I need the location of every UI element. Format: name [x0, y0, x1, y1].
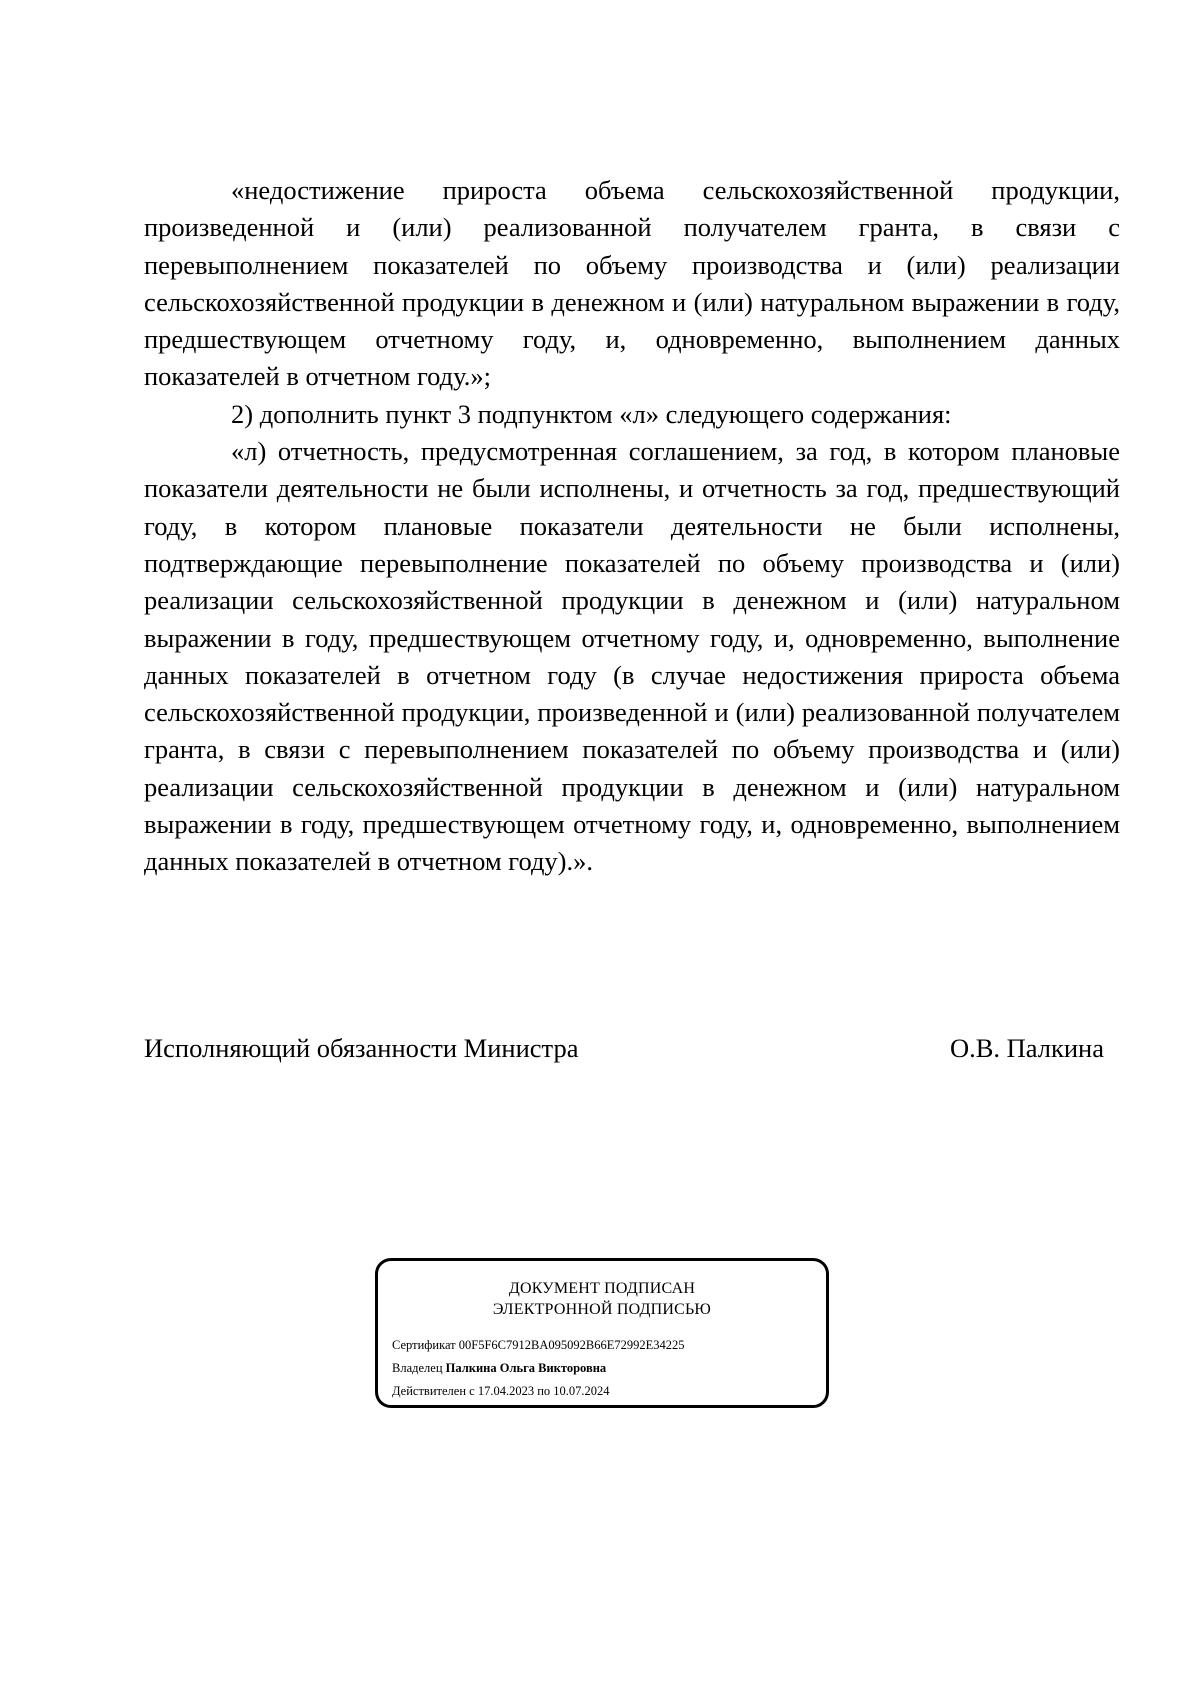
signatory-position: Исполняющий обязанности Министра: [144, 1033, 579, 1063]
stamp-details: [392, 1334, 826, 1403]
stamp-valid-to: 10.07.2024: [553, 1384, 610, 1398]
signature-block: [144, 1030, 1104, 1067]
stamp-owner-row: [392, 1357, 826, 1380]
stamp-validity-row: [392, 1380, 826, 1403]
signatory-name: О.В. Палкина: [949, 1033, 1104, 1063]
stamp-certificate-row: [392, 1334, 826, 1357]
stamp-certificate-value: 00F5F6C7912BA095092B66E72992E34225: [458, 1338, 685, 1352]
electronic-signature-stamp: [375, 1258, 829, 1408]
paragraph-2: 2) дополнить пункт 3 подпунктом «л» следующего содержания:: [231, 398, 952, 429]
paragraph-1: «недостижение прироста объема сельскохозяйственной продукции, произведенной и (или) реализованной получателем гранта, в связи с перевыполнением показателей по объему производства и (или) реализации сельскохозяйственной продукции в денежном и (или) натуральном выражении в году, предшествующем отчетному году, и, одновременно, выполнением данных показателей в отчетном году.»;: [144, 175, 1120, 392]
stamp-owner-label: Владелец: [392, 1361, 443, 1375]
stamp-owner-value: Палкина Ольга Викторовна: [445, 1361, 607, 1375]
stamp-valid-from: 17.04.2023: [477, 1384, 535, 1398]
stamp-certificate-label: Сертификат: [392, 1338, 456, 1352]
paragraph-3: «л) отчетность, предусмотренная соглашением, за год, в котором плановые показатели деятельности не были исполнены, и отчетность за год, предшествующий году, в котором плановые показатели деятельности не были исполнены, подтверждающие перевыполнение показателей по объему производства и (или) реализации сельскохозяйственной продукции в денежном и (или) натуральном выражении в году, предшествующем отчетному году, и, одновременно, выполнение данных показателей в отчетном году (в случае недостижения прироста объема сельскохозяйственной продукции, произведенной и (или) реализованной получателем гранта, в связи с перевыполнением показателей по объему производства и (или) реализации сельскохозяйственной продукции в денежном и (или) натуральном выражении в году, предшествующем отчетному году, и, одновременно, выполнением данных показателей в отчетном году).».: [144, 436, 1120, 877]
document-body: [144, 172, 1120, 881]
stamp-title: [378, 1278, 826, 1320]
stamp-valid-label: Действителен с: [392, 1384, 475, 1398]
stamp-title-line-1: ДОКУМЕНТ ПОДПИСАН: [508, 1280, 696, 1297]
stamp-valid-to-label: по: [537, 1384, 551, 1398]
stamp-title-line-2: ЭЛЕКТРОННОЙ ПОДПИСЬЮ: [492, 1301, 712, 1318]
